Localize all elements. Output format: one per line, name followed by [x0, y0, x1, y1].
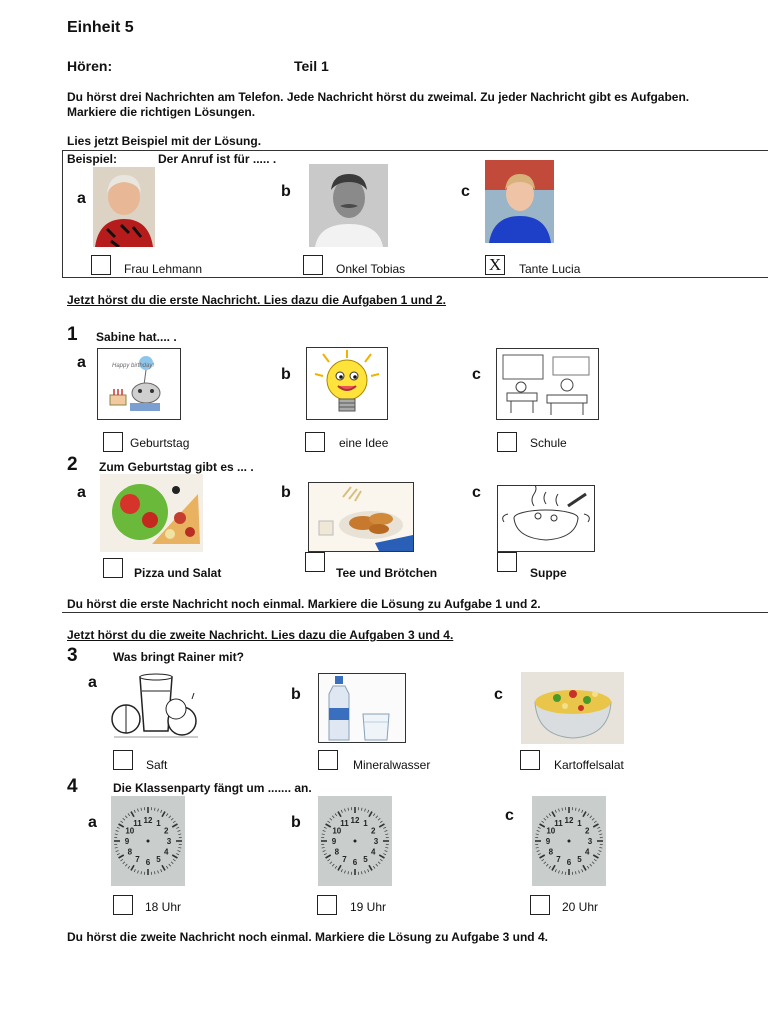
q2-option-b-text: Tee und Brötchen	[336, 566, 438, 580]
clock-face-a	[111, 796, 185, 886]
q4-number: 4	[67, 776, 78, 797]
q4-checkbox-a[interactable]	[113, 895, 133, 915]
image-mineral-water	[318, 673, 406, 743]
svg-text:6: 6	[566, 858, 572, 867]
svg-text:9: 9	[124, 837, 130, 846]
example-letter-c: c	[461, 183, 470, 200]
example-option-a-text: Frau Lehmann	[124, 262, 203, 276]
photo-onkel-tobias	[309, 164, 388, 247]
q3-checkbox-c[interactable]	[520, 750, 540, 770]
svg-text:3: 3	[587, 837, 593, 846]
svg-text:3: 3	[373, 837, 379, 846]
q3-number: 3	[67, 645, 78, 666]
svg-text:12: 12	[350, 816, 360, 825]
svg-text:8: 8	[334, 847, 340, 857]
svg-text:6: 6	[145, 858, 151, 867]
q1-letter-c: c	[472, 366, 481, 383]
q3-option-b-text: Mineralwasser	[353, 758, 431, 772]
example-checkbox-b[interactable]	[303, 255, 323, 275]
q4-option-a-text: 18 Uhr	[145, 900, 182, 914]
example-checkbox-c[interactable]: X	[485, 255, 505, 275]
q3-letter-a: a	[88, 674, 97, 691]
q4-checkbox-b[interactable]	[317, 895, 337, 915]
example-label: Beispiel:	[67, 152, 118, 166]
svg-text:10: 10	[125, 826, 135, 836]
photo-tante-lucia	[485, 160, 554, 243]
q2-option-c-text: Suppe	[530, 566, 567, 580]
q2-number: 2	[67, 454, 78, 475]
image-light-bulb	[306, 347, 388, 420]
q1-option-c-text: Schule	[530, 436, 567, 450]
svg-text:8: 8	[127, 847, 133, 857]
q2-letter-c: c	[472, 484, 481, 501]
clock-face-b	[318, 796, 392, 886]
q4-option-c-text: 20 Uhr	[562, 900, 599, 914]
svg-text:1: 1	[577, 818, 582, 828]
svg-text:8: 8	[548, 847, 554, 857]
image-classroom	[496, 348, 599, 420]
example-option-b-text: Onkel Tobias	[336, 262, 406, 276]
q4-question: Die Klassenparty fängt um ....... an.	[113, 781, 312, 795]
section-divider	[62, 612, 768, 613]
q3-option-a-text: Saft	[146, 758, 168, 772]
image-soup	[497, 485, 595, 552]
q4-checkbox-c[interactable]	[530, 895, 550, 915]
image-birthday-card	[97, 348, 181, 420]
q1-option-b-text: eine Idee	[339, 436, 389, 450]
image-pizza-salad	[100, 474, 203, 552]
svg-text:1: 1	[363, 818, 368, 828]
q1-question: Sabine hat.... .	[96, 330, 177, 344]
example-intro: Lies jetzt Beispiel mit der Lösung.	[67, 134, 262, 148]
svg-text:7: 7	[556, 855, 561, 865]
example-letter-b: b	[281, 183, 291, 200]
unit-title: Einheit 5	[67, 19, 134, 36]
q3-option-c-text: Kartoffelsalat	[554, 758, 624, 772]
q2-letter-b: b	[281, 484, 291, 501]
section-title: Hören:	[67, 58, 113, 74]
svg-text:7: 7	[135, 855, 140, 865]
q1-checkbox-a[interactable]	[103, 432, 123, 452]
q1-letter-b: b	[281, 366, 291, 383]
message1-instruction: Jetzt hörst du die erste Nachricht. Lies dazu die Aufgaben 1 und 2.	[67, 293, 446, 307]
svg-text:10: 10	[332, 826, 342, 836]
svg-text:11: 11	[133, 818, 142, 828]
q2-option-a-text: Pizza und Salat	[134, 566, 222, 580]
svg-text:6: 6	[352, 858, 358, 867]
q2-letter-a: a	[77, 484, 86, 501]
svg-text:12: 12	[143, 816, 153, 825]
q4-letter-a: a	[88, 814, 97, 831]
birthday-card-text: Happy birthday!	[112, 363, 155, 369]
clock-face-c	[532, 796, 606, 886]
q1-letter-a: a	[77, 354, 86, 371]
q3-letter-c: c	[494, 686, 503, 703]
svg-text:10: 10	[546, 826, 556, 836]
q1-option-a-text: Geburtstag	[130, 436, 190, 450]
message2-instruction: Jetzt hörst du die zweite Nachricht. Lies dazu die Aufgaben 3 und 4.	[67, 628, 454, 642]
message1-repeat: Du hörst die erste Nachricht noch einmal. Markiere die Lösung zu Aufgabe 1 und 2.	[67, 597, 541, 611]
intro-line-1: Du hörst drei Nachrichten am Telefon. Jede Nachricht hörst du zweimal. Zu jeder Nachricht gibt es Aufgaben.	[67, 90, 690, 104]
svg-text:2: 2	[584, 826, 590, 836]
svg-text:2: 2	[370, 826, 376, 836]
svg-text:2: 2	[163, 826, 169, 836]
part-title: Teil 1	[294, 58, 329, 74]
svg-text:12: 12	[564, 816, 574, 825]
q3-letter-b: b	[291, 686, 301, 703]
svg-text:11: 11	[340, 818, 349, 828]
q3-checkbox-a[interactable]	[113, 750, 133, 770]
svg-text:5: 5	[577, 855, 582, 865]
svg-text:9: 9	[331, 837, 337, 846]
example-question: Der Anruf ist für ..... .	[158, 152, 277, 166]
q2-checkbox-c[interactable]	[497, 552, 517, 572]
q2-checkbox-b[interactable]	[305, 552, 325, 572]
svg-text:5: 5	[156, 855, 161, 865]
q2-question: Zum Geburtstag gibt es ... .	[99, 460, 254, 474]
example-box	[62, 150, 768, 278]
svg-text:9: 9	[545, 837, 551, 846]
svg-text:11: 11	[554, 818, 563, 828]
svg-text:4: 4	[370, 847, 376, 857]
svg-text:1: 1	[156, 818, 161, 828]
q3-checkbox-b[interactable]	[318, 750, 338, 770]
q1-checkbox-c[interactable]	[497, 432, 517, 452]
photo-frau-lehmann	[93, 167, 155, 247]
q2-checkbox-a[interactable]	[103, 558, 123, 578]
svg-text:7: 7	[342, 855, 347, 865]
svg-text:4: 4	[584, 847, 590, 857]
image-potato-salad	[521, 672, 624, 744]
q4-letter-c: c	[505, 807, 514, 824]
example-option-c-text: Tante Lucia	[519, 262, 581, 276]
q4-option-b-text: 19 Uhr	[350, 900, 387, 914]
image-tea-rolls	[308, 482, 414, 552]
q1-checkbox-b[interactable]	[305, 432, 325, 452]
intro-line-2: Markiere die richtigen Lösungen.	[67, 105, 256, 119]
q1-number: 1	[67, 324, 78, 345]
svg-text:5: 5	[363, 855, 368, 865]
example-letter-a: a	[77, 190, 86, 207]
image-juice	[110, 671, 202, 743]
message2-repeat: Du hörst die zweite Nachricht noch einmal. Markiere die Lösung zu Aufgabe 3 und 4.	[67, 930, 548, 944]
svg-text:3: 3	[166, 837, 172, 846]
q3-question: Was bringt Rainer mit?	[113, 650, 244, 664]
q4-letter-b: b	[291, 814, 301, 831]
example-checkbox-a[interactable]	[91, 255, 111, 275]
svg-text:4: 4	[163, 847, 169, 857]
